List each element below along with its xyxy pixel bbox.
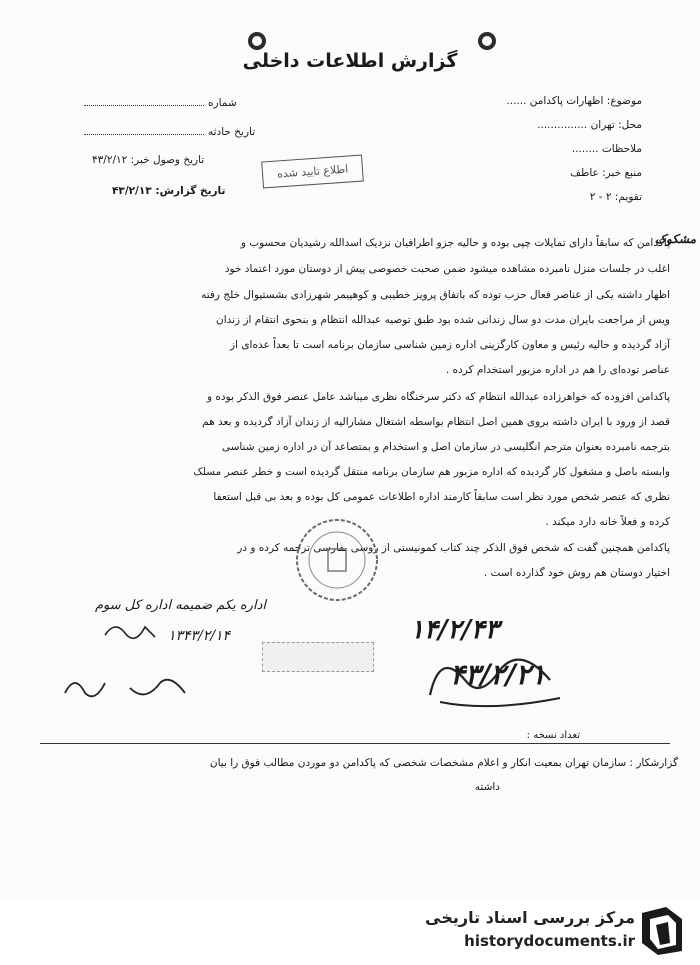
divider-line — [40, 743, 670, 744]
body-line: ویس از مراجعت بایران مدت دو سال زندانی شده بود طبق توصیه عبدالله انتظام و بنحوی انتقام از زندان — [216, 314, 670, 326]
archive-logo-icon — [638, 905, 686, 957]
body-line: اغلب در جلسات منزل نامبرده مشاهده میشود ضمن صحبت خصوصی پیش از دوستان مورد اعتماد خود — [224, 263, 670, 275]
handwritten-scribble — [100, 615, 160, 645]
body-line: اختیار دوستان هم روش خود گذارده است . — [483, 567, 670, 579]
margin-note: مشکوک — [655, 232, 696, 246]
body-line: پاکدامن افزوده که خواهرزاده عبدالله انتظام که دکتر سرخنگاه نظری میباشد عامل عنصر فوق الذکر بوده و — [207, 391, 670, 403]
header-incident-date — [80, 124, 255, 138]
header-evaluation: تقویم: ۲ - ۲ — [589, 191, 642, 203]
header-number — [80, 95, 237, 109]
body-line: آزاد گردیده و حالیه رئیس و معاون کارگزینی اداره زمین شناسی سازمان برنامه است تا بعداً عده‌ای از — [230, 339, 670, 351]
emblem-icon — [478, 32, 496, 50]
header-received-date: تاریخ وصول خبر: ۴۳/۲/۱۲ — [92, 154, 205, 166]
distribution-label: تعداد نسخه : — [526, 730, 580, 741]
stamp-box: اطلاع تایید شده — [261, 155, 364, 189]
body-line: نظری که عنصر شخص مورد نظر است سابقاً کارمند اداره اطلاعات عمومی کل بوده و بعد بی قبل استعفا — [213, 491, 670, 503]
closing-line: گزارشکار : سازمان تهران بمعیت انکار و اعلام مشخصات شخصی که پاکدامن دو موردن مطالب فوق را بیان — [209, 757, 678, 769]
header-location: محل: تهران ............... — [537, 119, 642, 131]
header-number-label: شماره — [208, 97, 237, 109]
handwritten-scribble — [60, 668, 190, 708]
footer-logo-text: مرکز بررسی اسناد تاریخی — [425, 908, 635, 927]
body-line: اظهار داشته یکی از عناصر فعال حزب توده که باتفاق پرویز خطیبی و کوهپیمر شهرزادی بشستیوال خلج رفته — [201, 289, 670, 301]
circular-stamp — [292, 515, 382, 605]
header-subject: موضوع: اظهارات پاکدامن ...... — [506, 95, 642, 107]
header-notes: ملاحظات ........ — [571, 143, 642, 155]
handwritten-date: ۱۴/۲/۴۳ — [410, 615, 499, 645]
header-report-date: تاریخ گزارش: ۴۳/۲/۱۳ — [112, 185, 226, 197]
document-title: گزارش اطلاعات داخلی — [242, 50, 458, 72]
emblem-icon — [248, 32, 266, 50]
header-incident-date-label: تاریخ حادثه — [208, 126, 256, 138]
body-line: پاکدامن همچنین گفت که شخص فوق الذکر چند کتاب کمونیستی از روسی بفارسی ترجمه کرده و در — [237, 542, 670, 554]
body-line: کرده و فعلاً خانه دارد میکند . — [545, 516, 670, 528]
header-source: منبع خبر: عاطف — [570, 167, 642, 179]
footer-logo-url[interactable]: historydocuments.ir — [464, 932, 635, 950]
signature-label: داشته — [474, 781, 500, 793]
dotted-line — [84, 95, 204, 106]
handwritten-date: ۱۳۴۳/۲/۱۴ — [168, 628, 231, 644]
blurred-stamp — [262, 642, 374, 672]
body-line: عناصر توده‌ای را هم در اداره مزبور استخدام کرده . — [445, 364, 670, 376]
body-line: بترجمه نامبرده بعنوان مترجم انگلیسی در سازمان اصل و استخدام و بمتصاعد آن در اداره زمین شناسی — [221, 441, 670, 453]
handwritten-signature — [420, 640, 570, 710]
body-line: وابسته باصل و مشغول کار گردیده که اداره مزبور هم سازمان برنامه منتقل گردیده است و خطر عنصر مسلک — [193, 466, 670, 478]
handwritten-note: اداره یکم ضمیمه اداره کل سوم — [95, 598, 266, 613]
body-line: پاکدامن که سابقاً دارای تمایلات چپی بوده و حالیه جزو اطرافیان نزدیک اسدالله رشیدیان محسوب و — [240, 237, 670, 249]
handwritten-date: ۴۳/۲/۲۱ — [450, 658, 546, 691]
dotted-line — [84, 124, 204, 135]
body-line: قصد از ورود با ایران داشته بروی همین اصل انتظام بواسطه اشتغال مشارالیه از زندان آزاد گردیده و بعد هم — [202, 416, 670, 428]
